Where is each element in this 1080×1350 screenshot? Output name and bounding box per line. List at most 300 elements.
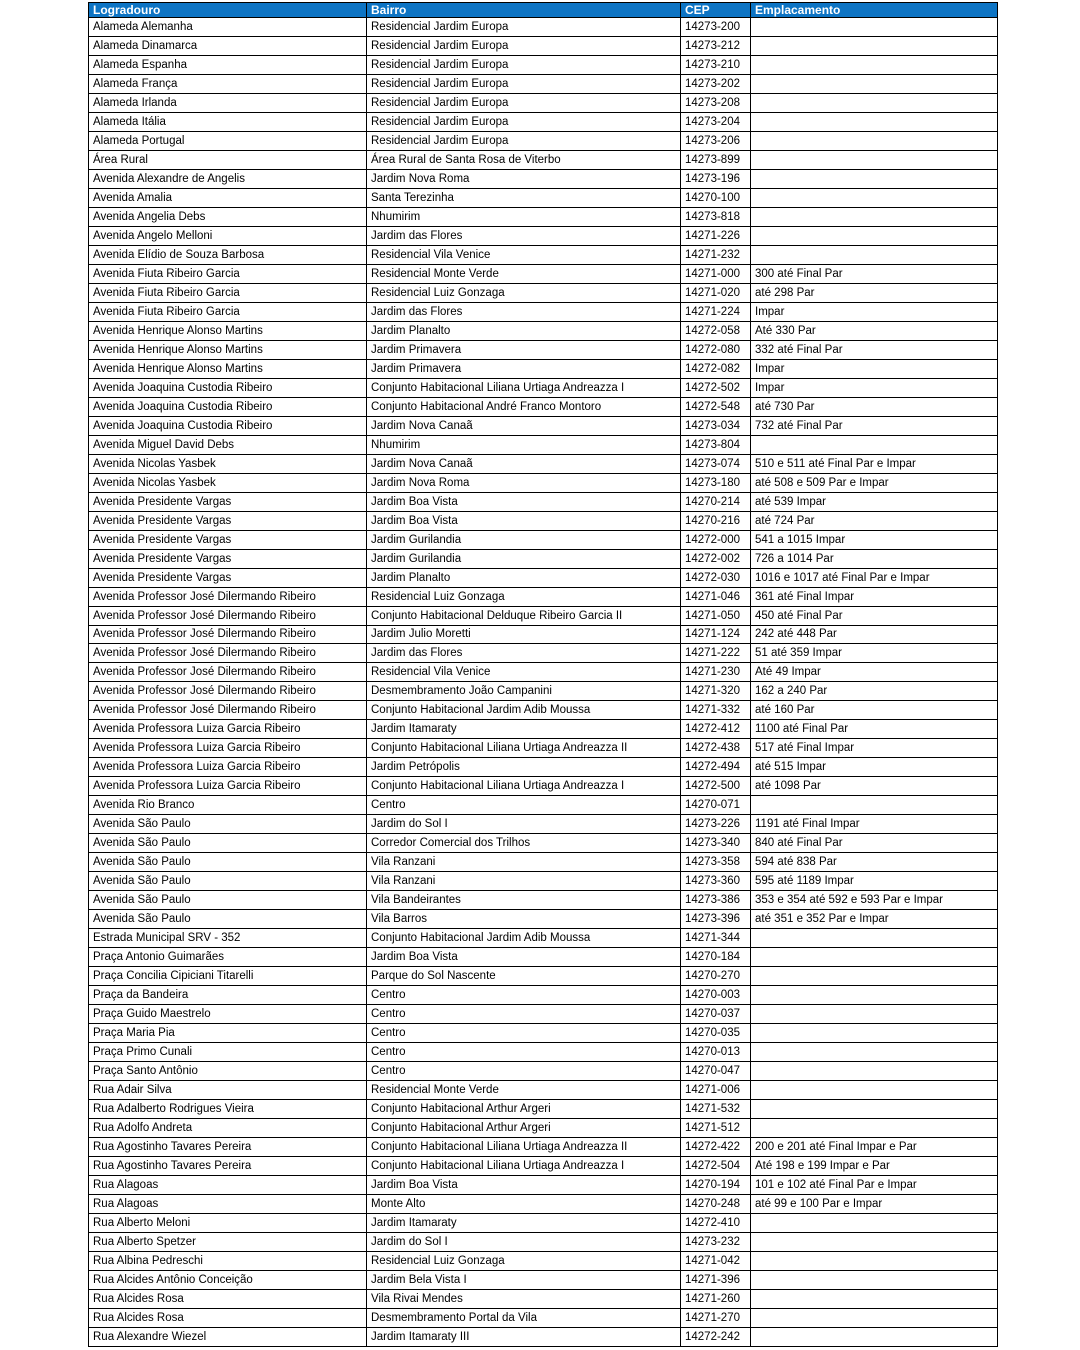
cell-emplacamento <box>751 112 998 131</box>
cell-cep: 14270-270 <box>681 967 751 986</box>
cell-cep: 14271-124 <box>681 625 751 644</box>
cep-table-container <box>88 2 997 1347</box>
table-row <box>89 910 998 929</box>
table-row <box>89 1327 998 1346</box>
cell-emplacamento: Impar <box>751 378 998 397</box>
cell-cep: 14271-332 <box>681 701 751 720</box>
cell-bairro: Residencial Jardim Europa <box>367 74 681 93</box>
table-row <box>89 929 998 948</box>
cell-emplacamento: 300 até Final Par <box>751 264 998 283</box>
table-row <box>89 473 998 492</box>
cell-logradouro: Praça da Bandeira <box>89 986 367 1005</box>
header-emplacamento: Emplacamento <box>751 3 998 18</box>
table-row <box>89 283 998 302</box>
table-row <box>89 1138 998 1157</box>
table-row <box>89 1270 998 1289</box>
cell-logradouro: Rua Albina Pedreschi <box>89 1251 367 1270</box>
cell-bairro: Residencial Luiz Gonzaga <box>367 1251 681 1270</box>
cell-bairro: Conjunto Habitacional Liliana Urtiaga Andreazza II <box>367 1138 681 1157</box>
cell-bairro: Jardim Itamaraty III <box>367 1327 681 1346</box>
cell-bairro: Conjunto Habitacional Delduque Ribeiro Garcia II <box>367 606 681 625</box>
cell-bairro: Centro <box>367 1043 681 1062</box>
cell-logradouro: Avenida Professora Luiza Garcia Ribeiro <box>89 739 367 758</box>
cell-logradouro: Avenida Alexandre de Angelis <box>89 169 367 188</box>
cell-logradouro: Avenida Professor José Dilermando Ribeiro <box>89 701 367 720</box>
cell-emplacamento: Impar <box>751 359 998 378</box>
cell-emplacamento <box>751 55 998 74</box>
table-row <box>89 359 998 378</box>
cell-emplacamento: 332 até Final Par <box>751 340 998 359</box>
cell-emplacamento <box>751 967 998 986</box>
table-row <box>89 397 998 416</box>
cell-emplacamento: 732 até Final Par <box>751 416 998 435</box>
cell-logradouro: Avenida Joaquina Custodia Ribeiro <box>89 397 367 416</box>
cell-bairro: Residencial Jardim Europa <box>367 18 681 37</box>
cell-emplacamento: 594 até 838 Par <box>751 853 998 872</box>
cell-cep: 14271-224 <box>681 302 751 321</box>
table-row <box>89 1251 998 1270</box>
cell-logradouro: Rua Adolfo Andreta <box>89 1119 367 1138</box>
cell-emplacamento: até 1098 Par <box>751 777 998 796</box>
cell-emplacamento: 595 até 1189 Impar <box>751 872 998 891</box>
table-row <box>89 1100 998 1119</box>
cell-emplacamento <box>751 1270 998 1289</box>
table-row <box>89 74 998 93</box>
cell-emplacamento: 51 até 359 Impar <box>751 644 998 663</box>
table-row <box>89 1062 998 1081</box>
cell-emplacamento: até 724 Par <box>751 511 998 530</box>
cell-logradouro: Avenida Henrique Alonso Martins <box>89 340 367 359</box>
table-row <box>89 530 998 549</box>
cell-cep: 14270-184 <box>681 948 751 967</box>
cell-cep: 14272-030 <box>681 568 751 587</box>
cell-emplacamento: 541 a 1015 Impar <box>751 530 998 549</box>
cell-bairro: Jardim Itamaraty <box>367 720 681 739</box>
cell-bairro: Desmembramento João Campanini <box>367 682 681 701</box>
cell-emplacamento <box>751 1327 998 1346</box>
cell-cep: 14273-818 <box>681 207 751 226</box>
cell-logradouro: Avenida Henrique Alonso Martins <box>89 321 367 340</box>
table-row <box>89 1157 998 1176</box>
cell-cep: 14271-512 <box>681 1119 751 1138</box>
cell-cep: 14271-042 <box>681 1251 751 1270</box>
table-row <box>89 948 998 967</box>
cell-logradouro: Rua Alagoas <box>89 1195 367 1214</box>
cell-bairro: Centro <box>367 1024 681 1043</box>
cell-cep: 14270-194 <box>681 1176 751 1195</box>
cell-logradouro: Avenida São Paulo <box>89 872 367 891</box>
table-row <box>89 55 998 74</box>
cell-cep: 14271-320 <box>681 682 751 701</box>
cell-logradouro: Alameda Itália <box>89 112 367 131</box>
cell-emplacamento <box>751 131 998 150</box>
cell-bairro: Jardim Gurilandia <box>367 549 681 568</box>
cell-emplacamento <box>751 74 998 93</box>
cell-bairro: Jardim do Sol I <box>367 815 681 834</box>
table-row <box>89 815 998 834</box>
table-row <box>89 1233 998 1252</box>
table-row <box>89 1308 998 1327</box>
cell-logradouro: Avenida Joaquina Custodia Ribeiro <box>89 378 367 397</box>
cell-logradouro: Avenida Professora Luiza Garcia Ribeiro <box>89 777 367 796</box>
cell-emplacamento <box>751 93 998 112</box>
cell-logradouro: Rua Agostinho Tavares Pereira <box>89 1138 367 1157</box>
table-row <box>89 891 998 910</box>
cell-logradouro: Avenida Professor José Dilermando Ribeiro <box>89 587 367 606</box>
table-row <box>89 701 998 720</box>
cell-emplacamento <box>751 1043 998 1062</box>
cell-logradouro: Praça Antonio Guimarães <box>89 948 367 967</box>
cell-logradouro: Praça Guido Maestrelo <box>89 1005 367 1024</box>
cell-emplacamento <box>751 1233 998 1252</box>
table-row <box>89 1176 998 1195</box>
cell-bairro: Jardim Nova Canaã <box>367 416 681 435</box>
cell-emplacamento <box>751 226 998 245</box>
cell-bairro: Jardim do Sol I <box>367 1233 681 1252</box>
cell-logradouro: Alameda Alemanha <box>89 18 367 37</box>
cell-cep: 14272-548 <box>681 397 751 416</box>
cell-cep: 14271-260 <box>681 1289 751 1308</box>
cell-logradouro: Rua Alcides Rosa <box>89 1289 367 1308</box>
cell-cep: 14273-196 <box>681 169 751 188</box>
cell-bairro: Residencial Jardim Europa <box>367 112 681 131</box>
header-logradouro: Logradouro <box>89 3 367 18</box>
cell-bairro: Jardim das Flores <box>367 302 681 321</box>
table-row <box>89 986 998 1005</box>
cell-logradouro: Avenida Nicolas Yasbek <box>89 473 367 492</box>
cell-emplacamento: 517 até Final Impar <box>751 739 998 758</box>
cell-bairro: Jardim Petrópolis <box>367 758 681 777</box>
cell-cep: 14273-396 <box>681 910 751 929</box>
cell-bairro: Jardim Boa Vista <box>367 492 681 511</box>
cell-bairro: Conjunto Habitacional Jardim Adib Moussa <box>367 701 681 720</box>
table-row <box>89 549 998 568</box>
cell-bairro: Jardim Julio Moretti <box>367 625 681 644</box>
table-row <box>89 492 998 511</box>
cell-cep: 14270-071 <box>681 796 751 815</box>
cell-cep: 14273-358 <box>681 853 751 872</box>
cell-logradouro: Rua Alberto Spetzer <box>89 1233 367 1252</box>
cell-cep: 14270-100 <box>681 188 751 207</box>
cell-cep: 14272-494 <box>681 758 751 777</box>
cell-cep: 14273-210 <box>681 55 751 74</box>
cell-logradouro: Avenida Fiuta Ribeiro Garcia <box>89 264 367 283</box>
cell-bairro: Conjunto Habitacional Arthur Argeri <box>367 1119 681 1138</box>
cell-bairro: Vila Rivai Mendes <box>367 1289 681 1308</box>
cell-cep: 14273-180 <box>681 473 751 492</box>
cell-cep: 14270-248 <box>681 1195 751 1214</box>
cell-emplacamento: Até 49 Impar <box>751 663 998 682</box>
table-row <box>89 245 998 264</box>
cell-bairro: Conjunto Habitacional Arthur Argeri <box>367 1100 681 1119</box>
cell-emplacamento <box>751 1100 998 1119</box>
cell-bairro: Jardim Nova Roma <box>367 169 681 188</box>
cell-cep: 14273-226 <box>681 815 751 834</box>
cell-cep: 14271-230 <box>681 663 751 682</box>
cell-logradouro: Avenida Fiuta Ribeiro Garcia <box>89 302 367 321</box>
table-row <box>89 302 998 321</box>
cell-logradouro: Avenida Professora Luiza Garcia Ribeiro <box>89 758 367 777</box>
cell-logradouro: Avenida Angelo Melloni <box>89 226 367 245</box>
cell-bairro: Vila Ranzani <box>367 853 681 872</box>
cell-logradouro: Alameda França <box>89 74 367 93</box>
cell-emplacamento: 162 a 240 Par <box>751 682 998 701</box>
cell-logradouro: Estrada Municipal SRV - 352 <box>89 929 367 948</box>
cell-bairro: Centro <box>367 1062 681 1081</box>
cell-bairro: Parque do Sol Nascente <box>367 967 681 986</box>
table-row <box>89 853 998 872</box>
cell-cep: 14272-504 <box>681 1157 751 1176</box>
table-row <box>89 188 998 207</box>
table-row <box>89 739 998 758</box>
cell-bairro: Jardim das Flores <box>367 226 681 245</box>
cell-logradouro: Área Rural <box>89 150 367 169</box>
table-row <box>89 1214 998 1233</box>
table-row <box>89 264 998 283</box>
cell-bairro: Jardim Nova Canaã <box>367 454 681 473</box>
cell-cep: 14273-899 <box>681 150 751 169</box>
cell-emplacamento: 726 a 1014 Par <box>751 549 998 568</box>
cell-cep: 14273-034 <box>681 416 751 435</box>
cell-logradouro: Avenida São Paulo <box>89 834 367 853</box>
table-row <box>89 150 998 169</box>
cell-emplacamento <box>751 1119 998 1138</box>
cell-cep: 14271-050 <box>681 606 751 625</box>
table-row <box>89 796 998 815</box>
cell-logradouro: Avenida Fiuta Ribeiro Garcia <box>89 283 367 302</box>
cell-emplacamento: 242 até 448 Par <box>751 625 998 644</box>
table-row <box>89 511 998 530</box>
cell-emplacamento: 1100 até Final Par <box>751 720 998 739</box>
cell-bairro: Jardim Bela Vista I <box>367 1270 681 1289</box>
cell-bairro: Jardim Planalto <box>367 568 681 587</box>
cell-bairro: Vila Ranzani <box>367 872 681 891</box>
cell-emplacamento <box>751 150 998 169</box>
cell-bairro: Jardim Boa Vista <box>367 511 681 530</box>
cell-logradouro: Avenida Miguel David Debs <box>89 435 367 454</box>
cell-logradouro: Rua Agostinho Tavares Pereira <box>89 1157 367 1176</box>
cell-cep: 14272-500 <box>681 777 751 796</box>
cell-logradouro: Avenida Professor José Dilermando Ribeiro <box>89 606 367 625</box>
cell-emplacamento: até 515 Impar <box>751 758 998 777</box>
cell-emplacamento <box>751 1024 998 1043</box>
cell-emplacamento: 450 até Final Par <box>751 606 998 625</box>
table-row <box>89 663 998 682</box>
cell-logradouro: Rua Adair Silva <box>89 1081 367 1100</box>
cell-bairro: Conjunto Habitacional Liliana Urtiaga Andreazza I <box>367 777 681 796</box>
cell-emplacamento: 200 e 201 até Final Impar e Par <box>751 1138 998 1157</box>
cell-emplacamento <box>751 1308 998 1327</box>
cell-emplacamento: 101 e 102 até Final Par e Impar <box>751 1176 998 1195</box>
cell-emplacamento <box>751 1251 998 1270</box>
cell-cep: 14271-532 <box>681 1100 751 1119</box>
cell-logradouro: Avenida Elídio de Souza Barbosa <box>89 245 367 264</box>
cell-cep: 14272-502 <box>681 378 751 397</box>
cell-cep: 14271-046 <box>681 587 751 606</box>
cell-logradouro: Praça Concilia Cipiciani Titarelli <box>89 967 367 986</box>
cell-logradouro: Avenida São Paulo <box>89 891 367 910</box>
table-row <box>89 454 998 473</box>
cell-cep: 14270-013 <box>681 1043 751 1062</box>
cell-cep: 14270-003 <box>681 986 751 1005</box>
cell-logradouro: Rua Alagoas <box>89 1176 367 1195</box>
cell-logradouro: Avenida Angelia Debs <box>89 207 367 226</box>
cell-emplacamento <box>751 929 998 948</box>
cell-emplacamento <box>751 207 998 226</box>
header-row <box>89 3 998 18</box>
table-row <box>89 131 998 150</box>
cell-emplacamento: 353 e 354 até 592 e 593 Par e Impar <box>751 891 998 910</box>
cell-cep: 14271-226 <box>681 226 751 245</box>
cell-bairro: Jardim Primavera <box>367 359 681 378</box>
cell-cep: 14273-200 <box>681 18 751 37</box>
cell-bairro: Centro <box>367 1005 681 1024</box>
cell-emplacamento: até 298 Par <box>751 283 998 302</box>
cell-bairro: Santa Terezinha <box>367 188 681 207</box>
cell-cep: 14273-212 <box>681 36 751 55</box>
cell-bairro: Jardim Itamaraty <box>367 1214 681 1233</box>
cell-emplacamento <box>751 986 998 1005</box>
cell-logradouro: Avenida Professora Luiza Garcia Ribeiro <box>89 720 367 739</box>
cell-cep: 14271-270 <box>681 1308 751 1327</box>
cell-emplacamento <box>751 1081 998 1100</box>
table-row <box>89 1119 998 1138</box>
cell-logradouro: Praça Santo Antônio <box>89 1062 367 1081</box>
cell-cep: 14272-410 <box>681 1214 751 1233</box>
table-row <box>89 758 998 777</box>
table-row <box>89 1024 998 1043</box>
cell-bairro: Conjunto Habitacional Jardim Adib Moussa <box>367 929 681 948</box>
table-row <box>89 606 998 625</box>
cell-cep: 14270-047 <box>681 1062 751 1081</box>
cell-bairro: Centro <box>367 986 681 1005</box>
cell-bairro: Residencial Vila Venice <box>367 663 681 682</box>
cell-emplacamento: 361 até Final Impar <box>751 587 998 606</box>
cell-bairro: Corredor Comercial dos Trilhos <box>367 834 681 853</box>
cell-cep: 14272-080 <box>681 340 751 359</box>
cell-emplacamento <box>751 1005 998 1024</box>
table-row <box>89 226 998 245</box>
cell-cep: 14273-360 <box>681 872 751 891</box>
cell-bairro: Monte Alto <box>367 1195 681 1214</box>
cell-emplacamento: 1016 e 1017 até Final Par e Impar <box>751 568 998 587</box>
table-row <box>89 587 998 606</box>
table-row <box>89 169 998 188</box>
cell-bairro: Residencial Jardim Europa <box>367 93 681 112</box>
cell-bairro: Jardim Planalto <box>367 321 681 340</box>
cell-logradouro: Avenida Presidente Vargas <box>89 511 367 530</box>
cell-logradouro: Alameda Dinamarca <box>89 36 367 55</box>
cell-cep: 14272-438 <box>681 739 751 758</box>
cell-bairro: Jardim Boa Vista <box>367 948 681 967</box>
cell-emplacamento: Até 330 Par <box>751 321 998 340</box>
cell-cep: 14272-412 <box>681 720 751 739</box>
cell-logradouro: Avenida Presidente Vargas <box>89 530 367 549</box>
cell-cep: 14271-344 <box>681 929 751 948</box>
cell-cep: 14272-000 <box>681 530 751 549</box>
cell-emplacamento <box>751 796 998 815</box>
header-cep: CEP <box>681 3 751 18</box>
table-row <box>89 1081 998 1100</box>
header-bairro: Bairro <box>367 3 681 18</box>
cell-logradouro: Avenida São Paulo <box>89 853 367 872</box>
cell-cep: 14270-214 <box>681 492 751 511</box>
table-row <box>89 378 998 397</box>
cell-bairro: Residencial Vila Venice <box>367 245 681 264</box>
cell-logradouro: Avenida Professor José Dilermando Ribeiro <box>89 625 367 644</box>
cell-cep: 14272-082 <box>681 359 751 378</box>
cell-emplacamento <box>751 36 998 55</box>
cell-bairro: Residencial Jardim Europa <box>367 36 681 55</box>
table-row <box>89 112 998 131</box>
cell-cep: 14273-206 <box>681 131 751 150</box>
cell-cep: 14273-074 <box>681 454 751 473</box>
cell-cep: 14272-242 <box>681 1327 751 1346</box>
table-row <box>89 207 998 226</box>
table-row <box>89 625 998 644</box>
cell-cep: 14271-396 <box>681 1270 751 1289</box>
cell-cep: 14271-020 <box>681 283 751 302</box>
table-row <box>89 1005 998 1024</box>
cell-cep: 14272-002 <box>681 549 751 568</box>
table-row <box>89 568 998 587</box>
table-row <box>89 1195 998 1214</box>
cell-emplacamento <box>751 245 998 264</box>
cell-cep: 14271-232 <box>681 245 751 264</box>
cell-logradouro: Avenida Presidente Vargas <box>89 549 367 568</box>
cell-emplacamento: 1191 até Final Impar <box>751 815 998 834</box>
cell-emplacamento <box>751 18 998 37</box>
table-body <box>89 18 998 1347</box>
cell-logradouro: Alameda Irlanda <box>89 93 367 112</box>
cell-bairro: Jardim Boa Vista <box>367 1176 681 1195</box>
cell-logradouro: Rua Alexandre Wiezel <box>89 1327 367 1346</box>
table-row <box>89 321 998 340</box>
cell-bairro: Residencial Luiz Gonzaga <box>367 283 681 302</box>
table-row <box>89 682 998 701</box>
cell-logradouro: Rua Alberto Meloni <box>89 1214 367 1233</box>
table-row <box>89 1289 998 1308</box>
cell-emplacamento <box>751 435 998 454</box>
table-row <box>89 1043 998 1062</box>
table-row <box>89 777 998 796</box>
cell-bairro: Conjunto Habitacional André Franco Montoro <box>367 397 681 416</box>
cell-bairro: Residencial Monte Verde <box>367 264 681 283</box>
cell-logradouro: Avenida Presidente Vargas <box>89 492 367 511</box>
cell-logradouro: Avenida São Paulo <box>89 910 367 929</box>
cell-bairro: Jardim Gurilandia <box>367 530 681 549</box>
cell-emplacamento: Até 198 e 199 Impar e Par <box>751 1157 998 1176</box>
cell-bairro: Conjunto Habitacional Liliana Urtiaga Andreazza I <box>367 378 681 397</box>
cell-emplacamento: Impar <box>751 302 998 321</box>
cell-logradouro: Praça Primo Cunali <box>89 1043 367 1062</box>
cell-bairro: Vila Bandeirantes <box>367 891 681 910</box>
table-row <box>89 435 998 454</box>
cell-emplacamento <box>751 1062 998 1081</box>
cell-emplacamento: 840 até Final Par <box>751 834 998 853</box>
cell-logradouro: Avenida Nicolas Yasbek <box>89 454 367 473</box>
cell-emplacamento: até 99 e 100 Par e Impar <box>751 1195 998 1214</box>
cell-logradouro: Rua Alcides Antônio Conceição <box>89 1270 367 1289</box>
table-row <box>89 872 998 891</box>
cell-emplacamento <box>751 1289 998 1308</box>
cell-bairro: Conjunto Habitacional Liliana Urtiaga Andreazza II <box>367 739 681 758</box>
cell-logradouro: Avenida Presidente Vargas <box>89 568 367 587</box>
cep-table <box>88 2 998 1347</box>
cell-logradouro: Avenida São Paulo <box>89 815 367 834</box>
cell-cep: 14273-208 <box>681 93 751 112</box>
cell-cep: 14272-058 <box>681 321 751 340</box>
